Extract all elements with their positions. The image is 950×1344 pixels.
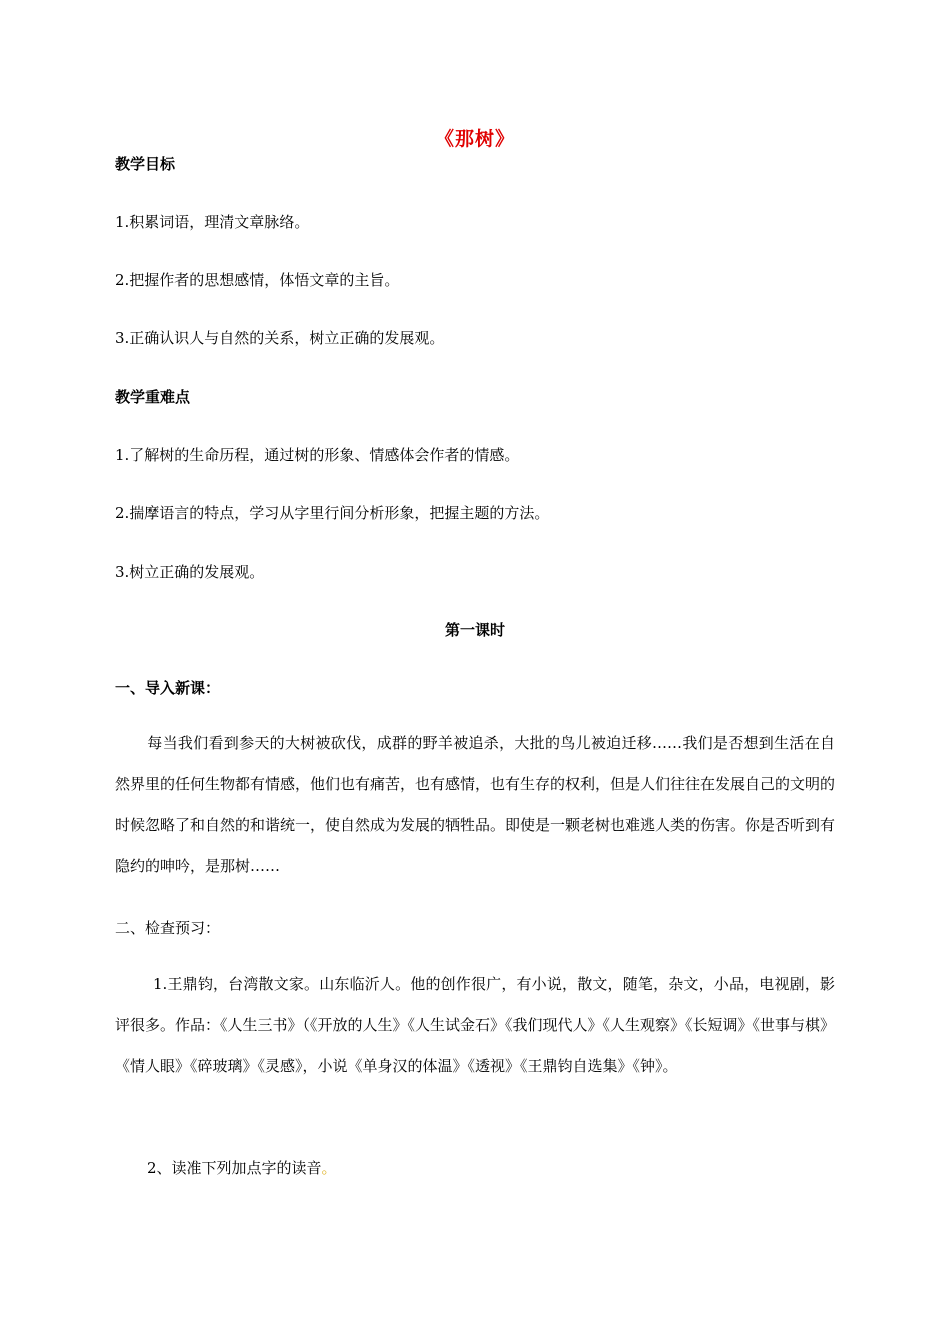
preview-item-2-text: 2、读准下列加点字的读音 (147, 1159, 322, 1177)
preview-item-2-end: 。 (321, 1159, 337, 1177)
teaching-goals-heading: 教学目标 (115, 155, 176, 173)
preview-heading: 二、检查预习： (115, 919, 221, 937)
intro-heading: 一、导入新课： (115, 679, 221, 697)
intro-paragraph (115, 723, 835, 887)
key-point-item-3: 3.树立正确的发展观。 (115, 563, 265, 581)
key-point-item-2: 2.揣摩语言的特点，学习从字里行间分析形象，把握主题的方法。 (115, 504, 550, 522)
preview-item-1-text: 1.王鼎钧，台湾散文家。山东临沂人。他的创作很广，有小说，散文，随笔，杂文，小品，电视剧，影评很多。作品：《人生三书》（《开放的人生》《人生试金石》《我们现代人》《人生观察》《长短调》《世事与棋》《情人眼》《碎玻璃》《灵感》，小说《单身汉的体温》《透视》《王鼎钧自选集》《钟》。 (115, 975, 836, 1075)
intro-text: 每当我们看到参天的大树被砍伐，成群的野羊被追杀，大批的鸟儿被迫迁移……我们是否想到生活在自然界里的任何生物都有情感，他们也有痛苦，也有感情，也有生存的权利，但是人们往往在发展自己的文明的时候忽略了和自然的和谐统一，使自然成为发展的牺牲品。即使是一颗老树也难逃人类的伤害。你是否听到有隐约的呻吟，是那树…… (115, 734, 836, 875)
goal-item-2: 2.把握作者的思想感情，体悟文章的主旨。 (115, 271, 400, 289)
document-title: 《那树》 (434, 128, 515, 150)
goal-item-1: 1.积累词语，理清文章脉络。 (115, 213, 310, 231)
goal-item-3: 3.正确认识人与自然的关系，树立正确的发展观。 (115, 329, 445, 347)
preview-item-2 (147, 1157, 337, 1178)
preview-item-1 (115, 964, 835, 1087)
key-point-item-1: 1.了解树的生命历程，通过树的形象、情感体会作者的情感。 (115, 446, 520, 464)
key-points-heading: 教学重难点 (115, 388, 191, 406)
lesson-heading: 第一课时 (444, 621, 505, 639)
